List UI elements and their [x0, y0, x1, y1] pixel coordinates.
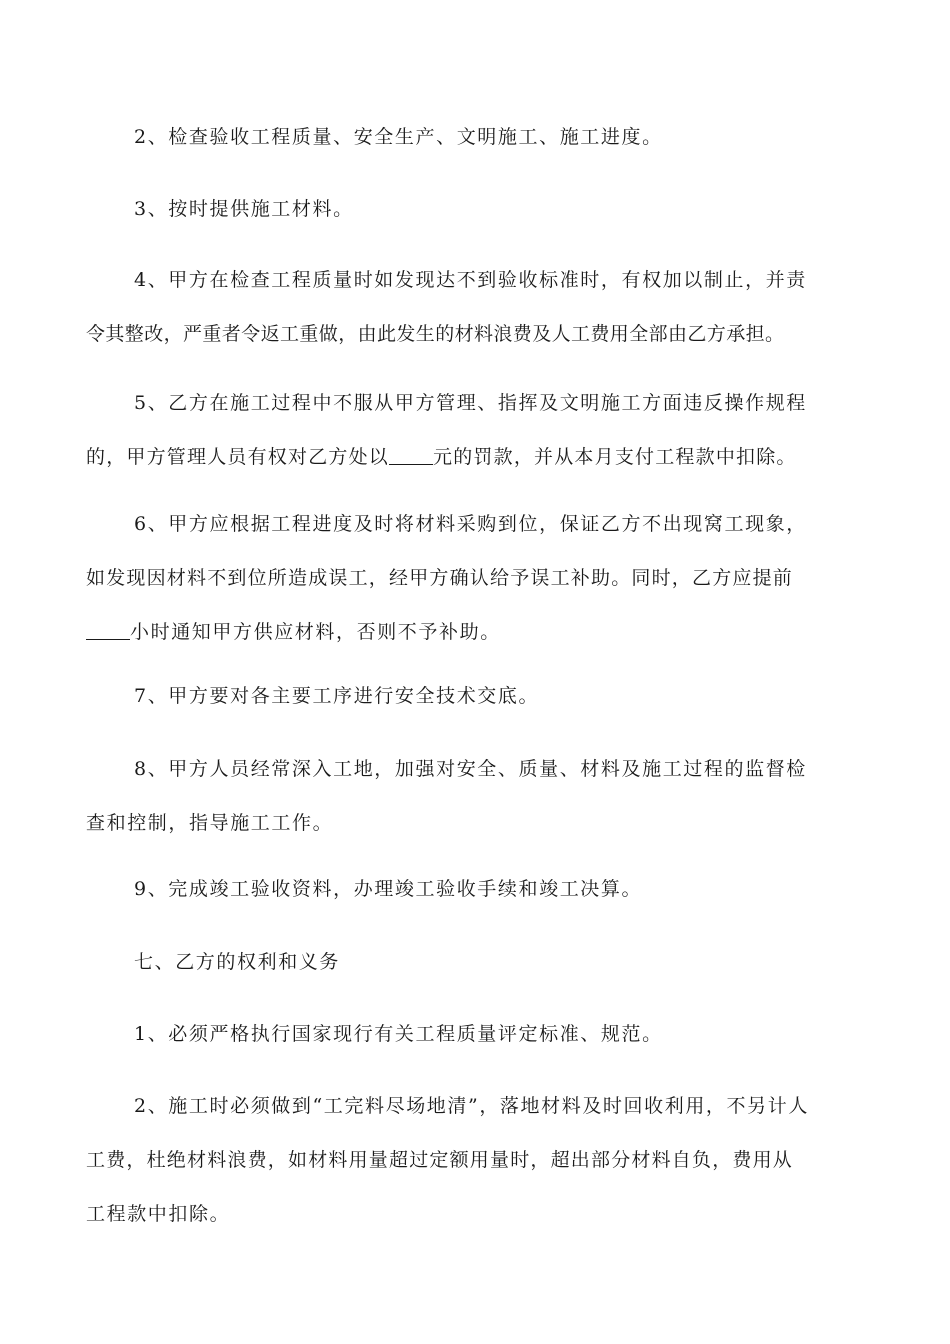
paragraph-line: 工费，杜绝材料浪费，如材料用量超过定额用量时，超出部分材料自负，费用从 — [86, 1149, 794, 1171]
paragraph-quality-standards — [86, 1007, 866, 1061]
paragraph-line: 6、甲方应根据工程进度及时将材料采购到位，保证乙方不出现窝工现象， — [134, 513, 807, 535]
paragraph-supervision — [86, 742, 866, 850]
paragraph-text: 元的罚款，并从本月支付工程款中扣除。 — [433, 446, 797, 468]
paragraph-safety-briefing — [86, 669, 866, 723]
paragraph-provide-materials — [86, 182, 866, 236]
paragraph-text: 2、检查验收工程质量、安全生产、文明施工、施工进度。 — [134, 126, 663, 148]
paragraph-text: 小时通知甲方供应材料，否则不予补助。 — [130, 621, 501, 643]
paragraph-line: 如发现因材料不到位所造成误工，经甲方确认给予误工补助。同时，乙方应提前 — [86, 567, 794, 589]
section-heading-party-b — [86, 935, 866, 989]
paragraph-site-cleanup — [86, 1079, 866, 1241]
paragraph-inspect-quality — [86, 110, 866, 164]
paragraph-text: 7、甲方要对各主要工序进行安全技术交底。 — [134, 685, 540, 707]
paragraph-material-procurement — [86, 497, 866, 659]
paragraph-penalty — [86, 376, 866, 484]
paragraph-text: 1、必须严格执行国家现行有关工程质量评定标准、规范。 — [134, 1023, 663, 1045]
paragraph-completion — [86, 862, 866, 916]
paragraph-text: 9、完成竣工验收资料，办理竣工验收手续和竣工决算。 — [134, 878, 643, 900]
paragraph-line: 5、乙方在施工过程中不服从甲方管理、指挥及文明施工方面违反操作规程 — [134, 392, 807, 414]
fill-in-blank-amount — [389, 446, 433, 465]
fill-in-blank-hours — [86, 621, 130, 640]
paragraph-text: 3、按时提供施工材料。 — [134, 198, 354, 220]
paragraph-line-with-blank — [86, 430, 866, 484]
paragraph-text: 的，甲方管理人员有权对乙方处以 — [86, 446, 390, 468]
paragraph-line: 8、甲方人员经常深入工地，加强对安全、质量、材料及施工过程的监督检 — [134, 758, 807, 780]
paragraph-quality-rework — [86, 253, 866, 361]
paragraph-line: 令其整改，严重者令返工重做，由此发生的材料浪费及人工费用全部由乙方承担。 — [86, 323, 785, 345]
section-heading-text: 七、乙方的权利和义务 — [134, 951, 341, 973]
paragraph-line: 4、甲方在检查工程质量时如发现达不到验收标准时，有权加以制止，并责 — [134, 269, 807, 291]
paragraph-line: 工程款中扣除。 — [86, 1203, 231, 1225]
paragraph-line: 2、施工时必须做到“工完料尽场地清”，落地材料及时回收利用，不另计人 — [134, 1095, 809, 1117]
paragraph-line-with-blank — [86, 605, 866, 659]
paragraph-line: 查和控制，指导施工工作。 — [86, 812, 334, 834]
